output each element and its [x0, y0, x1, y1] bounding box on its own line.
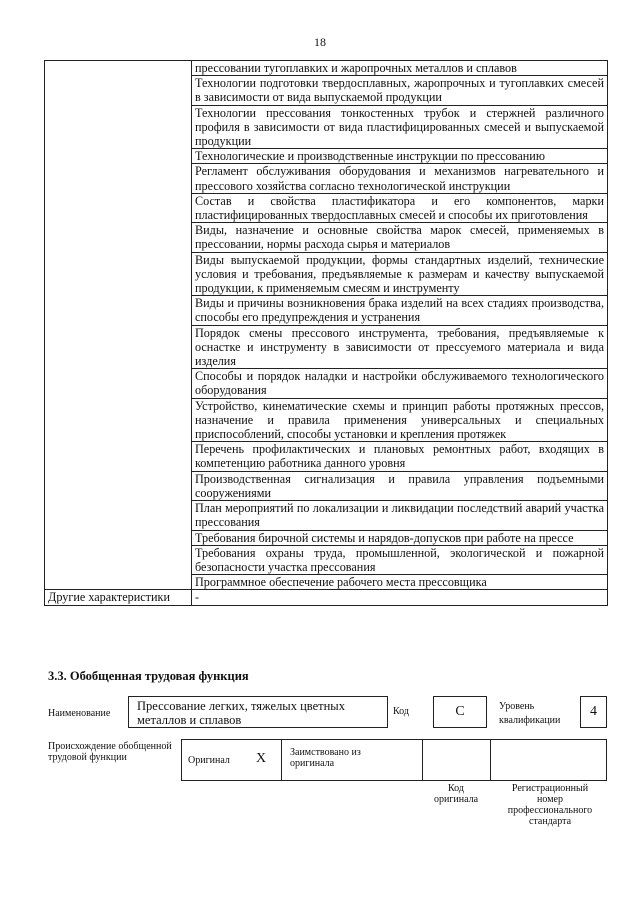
level-label: Уровень квалификации	[499, 701, 561, 726]
other-characteristics-label: Другие характеристики	[45, 590, 192, 605]
knowledge-label-cell	[45, 164, 192, 193]
knowledge-row	[45, 530, 608, 545]
borrowed-label: Заимствовано из оригинала	[290, 747, 361, 769]
knowledge-label-cell	[45, 398, 192, 442]
knowledge-item: План мероприятий по локализации и ликвидации последствий аварий участка прессования	[192, 501, 608, 530]
knowledge-item: Порядок смены прессового инструмента, требования, предъявляемые к оснастке и инструменту в зависимости от прессуемого материала и вида изделия	[192, 325, 608, 369]
knowledge-item: Требования бирочной системы и нарядов-допусков при работе на прессе	[192, 530, 608, 545]
knowledge-label-cell	[45, 325, 192, 369]
requirements-table	[44, 60, 608, 606]
knowledge-item: Состав и свойства пластификатора и его компонентов, марки пластифицированных твердосплавных смесей и способы их приготовления	[192, 193, 608, 222]
knowledge-label-cell	[45, 149, 192, 164]
origin-divider-1	[281, 739, 282, 781]
origin-divider-2	[422, 739, 423, 781]
code-box	[433, 696, 487, 728]
name-label: Наименование	[48, 708, 111, 719]
knowledge-label-cell	[45, 61, 192, 76]
knowledge-item: Виды и причины возникновения брака изделий на всех стадиях производства, способы его предупреждения и устранения	[192, 296, 608, 325]
level-box	[580, 696, 607, 728]
page-number: 18	[314, 35, 326, 49]
origin-divider-3	[490, 739, 491, 781]
knowledge-label-cell	[45, 105, 192, 149]
knowledge-item: Программное обеспечение рабочего места прессовщика	[192, 575, 608, 590]
origin-box	[181, 739, 607, 781]
origin-label: Происхождение обобщенной трудовой функции	[48, 741, 172, 763]
knowledge-row	[45, 296, 608, 325]
knowledge-row	[45, 76, 608, 105]
section-heading: 3.3. Обобщенная трудовая функция	[48, 669, 249, 683]
knowledge-item: Производственная сигнализация и правила управления подъемными сооружениями	[192, 471, 608, 500]
knowledge-row	[45, 471, 608, 500]
knowledge-label-cell	[45, 296, 192, 325]
knowledge-row	[45, 223, 608, 252]
other-characteristics-value: -	[192, 590, 608, 605]
original-label: Оригинал	[188, 755, 230, 766]
knowledge-row	[45, 398, 608, 442]
level-value: 4	[590, 704, 597, 719]
code-value: С	[455, 704, 465, 719]
original-mark: X	[256, 751, 267, 766]
knowledge-row	[45, 369, 608, 398]
origin-code-label: Код оригинала	[433, 783, 479, 805]
knowledge-row	[45, 442, 608, 471]
knowledge-row	[45, 575, 608, 590]
knowledge-label-cell	[45, 442, 192, 471]
knowledge-row	[45, 149, 608, 164]
knowledge-label-cell	[45, 501, 192, 530]
knowledge-item: Регламент обслуживания оборудования и механизмов нагревательного и прессового хозяйства согласно технологической инструкции	[192, 164, 608, 193]
knowledge-item: Виды выпускаемой продукции, формы стандартных изделий, технические условия и требования, предъявляемые к размерам и качеству выпускаемой продукции, к применяемым смесям и инструменту	[192, 252, 608, 296]
knowledge-label-cell	[45, 252, 192, 296]
name-box	[128, 696, 388, 728]
code-label: Код	[393, 706, 409, 717]
knowledge-label-cell	[45, 223, 192, 252]
knowledge-row	[45, 252, 608, 296]
knowledge-item: Устройство, кинематические схемы и принцип работы протяжных прессов, назначение и правила применения универсальных и специальных приспособлений, способы установки и крепления протяжек	[192, 398, 608, 442]
knowledge-item: Технологии прессования тонкостенных трубок и стержней различного профиля в зависимости от вида пластифицированных смесей и выпускаемой продукции	[192, 105, 608, 149]
knowledge-label-cell	[45, 369, 192, 398]
knowledge-row	[45, 325, 608, 369]
knowledge-label-cell	[45, 76, 192, 105]
knowledge-item: Виды, назначение и основные свойства марок смесей, применяемых в прессовании, нормы расхода сырья и материалов	[192, 223, 608, 252]
knowledge-label-cell	[45, 575, 192, 590]
knowledge-label-cell	[45, 545, 192, 574]
reg-number-label: Регистрационный номер профессионального стандарта	[507, 783, 593, 827]
knowledge-label-cell	[45, 530, 192, 545]
knowledge-item: Требования охраны труда, промышленной, экологической и пожарной безопасности участка прессования	[192, 545, 608, 574]
knowledge-label-cell	[45, 193, 192, 222]
knowledge-row	[45, 164, 608, 193]
knowledge-item: Технологические и производственные инструкции по прессованию	[192, 149, 608, 164]
knowledge-item: Технологии подготовки твердосплавных, жаропрочных и тугоплавких смесей в зависимости от вида выпускаемой продукции	[192, 76, 608, 105]
knowledge-item: прессовании тугоплавких и жаропрочных металлов и сплавов	[192, 61, 608, 76]
name-value: Прессование легких, тяжелых цветных металлов и сплавов	[137, 699, 345, 727]
other-characteristics-row	[45, 590, 608, 605]
knowledge-row	[45, 545, 608, 574]
knowledge-label-cell	[45, 471, 192, 500]
knowledge-item: Перечень профилактических и плановых ремонтных работ, входящих в компетенцию работника данного уровня	[192, 442, 608, 471]
knowledge-row	[45, 501, 608, 530]
knowledge-row	[45, 105, 608, 149]
knowledge-row	[45, 193, 608, 222]
knowledge-item: Способы и порядок наладки и настройки обслуживаемого технологического оборудования	[192, 369, 608, 398]
knowledge-row	[45, 61, 608, 76]
